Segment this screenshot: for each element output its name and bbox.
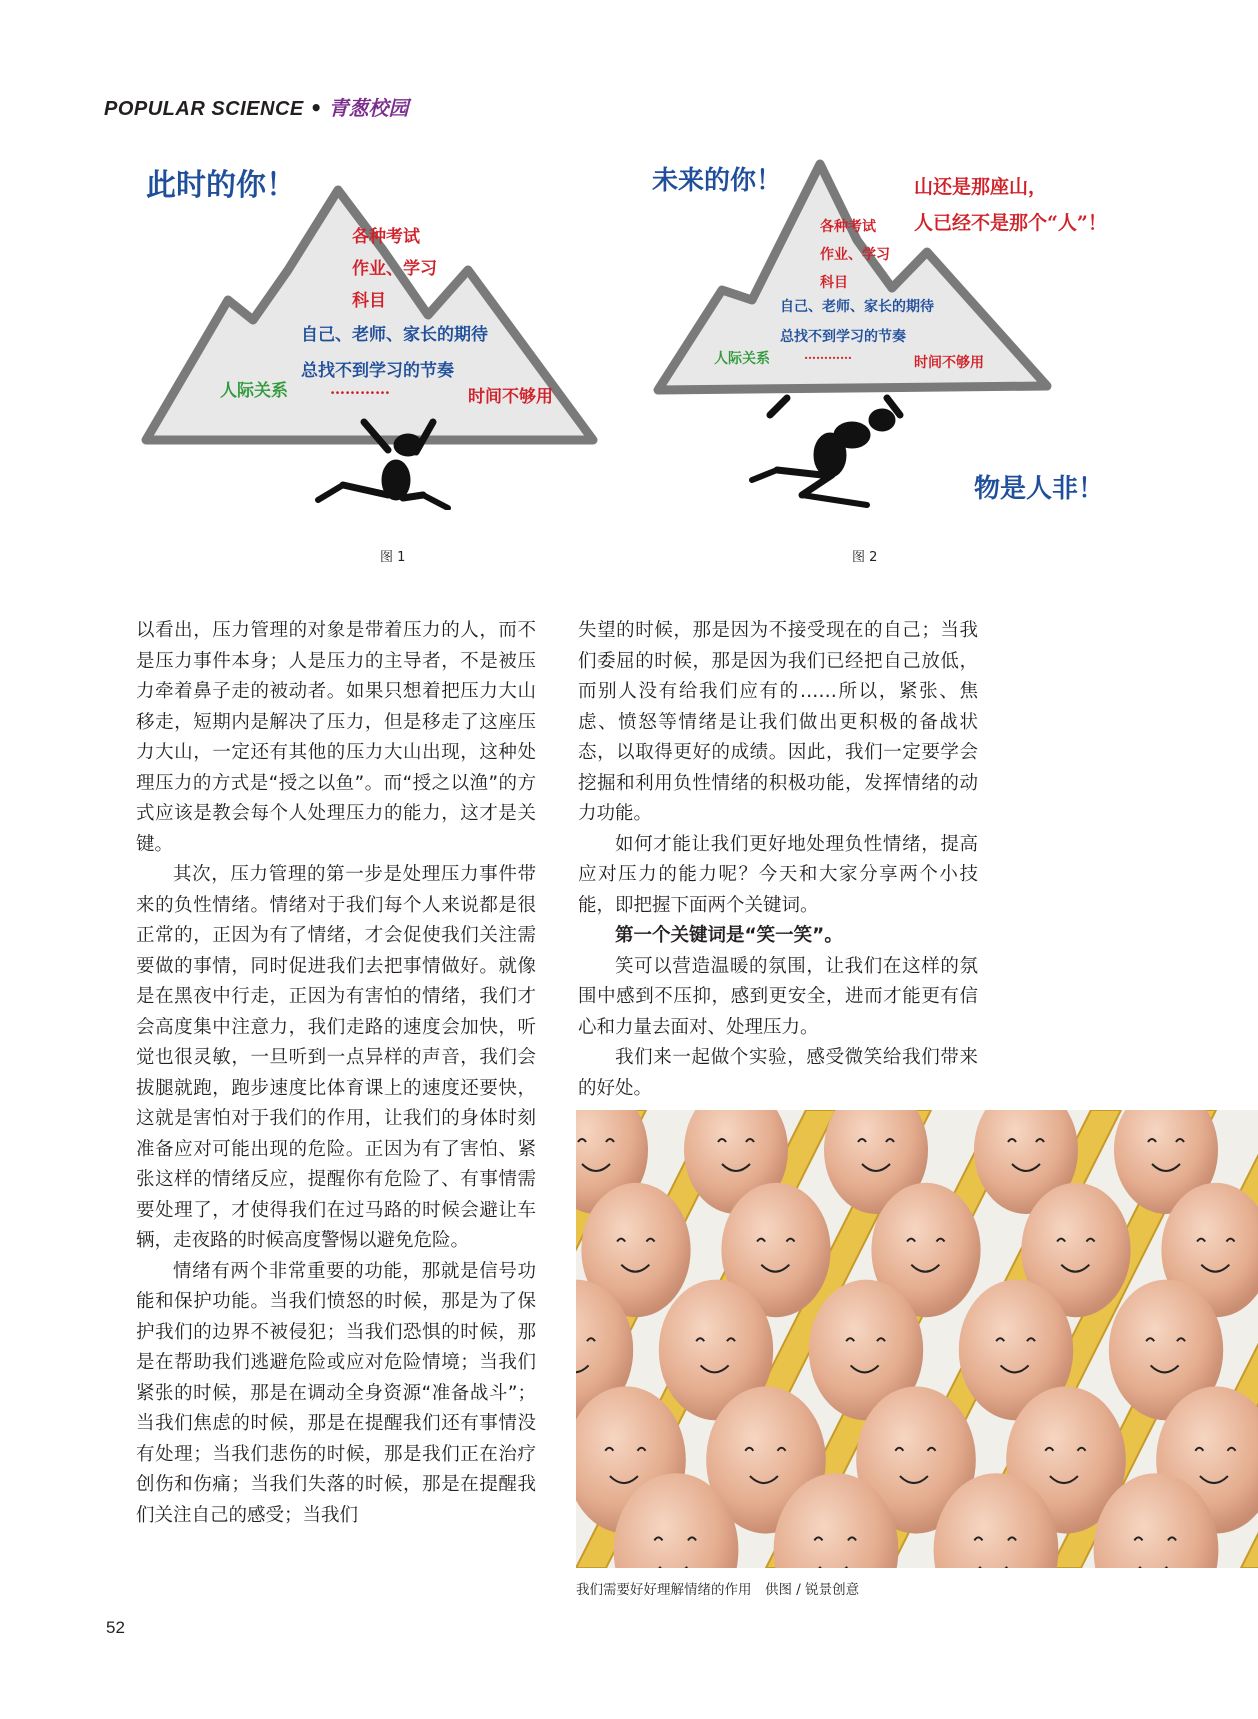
figure-2-item: 时间不够用: [914, 355, 984, 371]
figure-2-item: 人际关系: [714, 351, 770, 367]
figure-1: [138, 150, 638, 570]
figure-1-item: …………: [330, 380, 390, 398]
paragraph: 我们来一起做个实验，感受微笑给我们带来的好处。: [578, 1047, 978, 1099]
paragraph: 失望的时候，那是因为不接受现在的自己；当我们委屈的时候，那是因为我们已经把自己放低，而别人没有给我们应有的……所以，紧张、焦虑、愤怒等情绪是让我们做出更积极的备战状态，以取得更好的成绩。因此，我们一定要学会挖掘和利用负性情绪的积极功能，发挥情绪的动力功能。: [578, 620, 978, 824]
figure-1-item: 科目: [352, 291, 386, 311]
paragraph: 情绪有两个非常重要的功能，那就是信号功能和保护功能。当我们愤怒的时候，那是为了保护我们的边界不被侵犯；当我们恐惧的时候，那是在帮助我们逃避危险或应对危险情境；当我们紧张的时候，那是在调动全身资源“准备战斗”；当我们焦虑的时候，那是在提醒我们还有事情没有处理；当我们悲伤的时候，那是我们正在治疗创伤和伤痛；当我们失落的时候，那是在提醒我们关注自己的感受；当我们: [136, 1260, 536, 1526]
figure-2-item: 自己、老师、家长的期待: [780, 299, 934, 315]
eggs-illustration: [576, 1110, 1258, 1568]
page-number: 52: [106, 1618, 125, 1637]
mountain-illustration-2: [652, 150, 1172, 510]
article-column-right: [578, 616, 978, 1104]
page-header: [104, 92, 409, 121]
figure-1-item: 时间不够用: [468, 387, 553, 407]
figure-1-item: 各种考试: [352, 227, 420, 247]
figure-1-item: 作业、学习: [352, 259, 437, 279]
figure-2-item: 科目: [820, 275, 848, 291]
figure-1-item: 人际关系: [220, 381, 288, 401]
section-name: 青葱校园: [328, 96, 409, 120]
article-column-left: [136, 616, 536, 1531]
figure-1-item: 自己、老师、家长的期待: [301, 325, 488, 345]
photo-caption: 我们需要好好理解情绪的作用 供图 / 锐景创意: [576, 1582, 860, 1598]
figure-1-caption: 图 1: [380, 550, 406, 565]
figure-2-slogan: 山还是那座山，: [914, 176, 1048, 198]
figure-1-item: 总找不到学习的节奏: [301, 361, 454, 381]
eggs-photo: [576, 1110, 1258, 1568]
header-separator: •: [309, 96, 323, 120]
figure-2-item: 各种考试: [820, 219, 876, 235]
paragraph: 其次，压力管理的第一步是处理压力事件带来的负性情绪。情绪对于我们每个人来说都是很正常的，正因为有了情绪，才会促使我们关注需要做的事情，同时促进我们去把事情做好。就像是在黑夜中行走，正因为有害怕的情绪，我们才会高度集中注意力，我们走路的速度会加快，听觉也很灵敏，一旦听到一点异样的声音，我们会拔腿就跑，跑步速度比体育课上的速度还要快，这就是害怕对于我们的作用，让我们的身体时刻准备应对可能出现的危险。正因为有了害怕、紧张这样的情绪反应，提醒你有危险了、有事情需要处理了，才使得我们在过马路的时候会避让车辆，走夜路的时候高度警惕以避免危险。: [136, 864, 536, 1251]
figure-2-slogan: 人已经不是那个“人”！: [914, 212, 1107, 234]
paragraph: 笑可以营造温暖的氛围，让我们在这样的氛围中感到不压抑，感到更安全，进而才能更有信心和力量去面对、处理压力。: [578, 955, 978, 1038]
paragraph: 如何才能让我们更好地处理负性情绪，提高应对压力的能力呢？今天和大家分享两个小技能，即把握下面两个关键词。: [578, 833, 978, 916]
figure-2-item: 作业、学习: [820, 247, 890, 263]
figure-2-caption: 图 2: [852, 550, 878, 565]
figure-2: [652, 150, 1172, 570]
figure-2-title: 未来的你！: [652, 166, 783, 196]
figure-1-title: 此时的你！: [146, 168, 296, 203]
figure-2-item: …………: [804, 348, 852, 362]
paragraph: 以看出，压力管理的对象是带着压力的人，而不是压力事件本身；人是压力的主导者，不是被压力牵着鼻子走的被动者。如果只想着把压力大山移走，短期内是解决了压力，但是移走了这座压力大山，一定还有其他的压力大山出现，这种处理压力的方式是“授之以鱼”。而“授之以渔”的方式应该是教会每个人处理压力的能力，这才是关键。: [136, 620, 536, 855]
figure-2-bottom-text: 物是人非！: [974, 474, 1105, 504]
figure-2-item: 总找不到学习的节奏: [780, 329, 906, 345]
magazine-brand: POPULAR SCIENCE: [104, 98, 304, 120]
subheading: 第一个关键词是“笑一笑”。: [615, 925, 843, 946]
